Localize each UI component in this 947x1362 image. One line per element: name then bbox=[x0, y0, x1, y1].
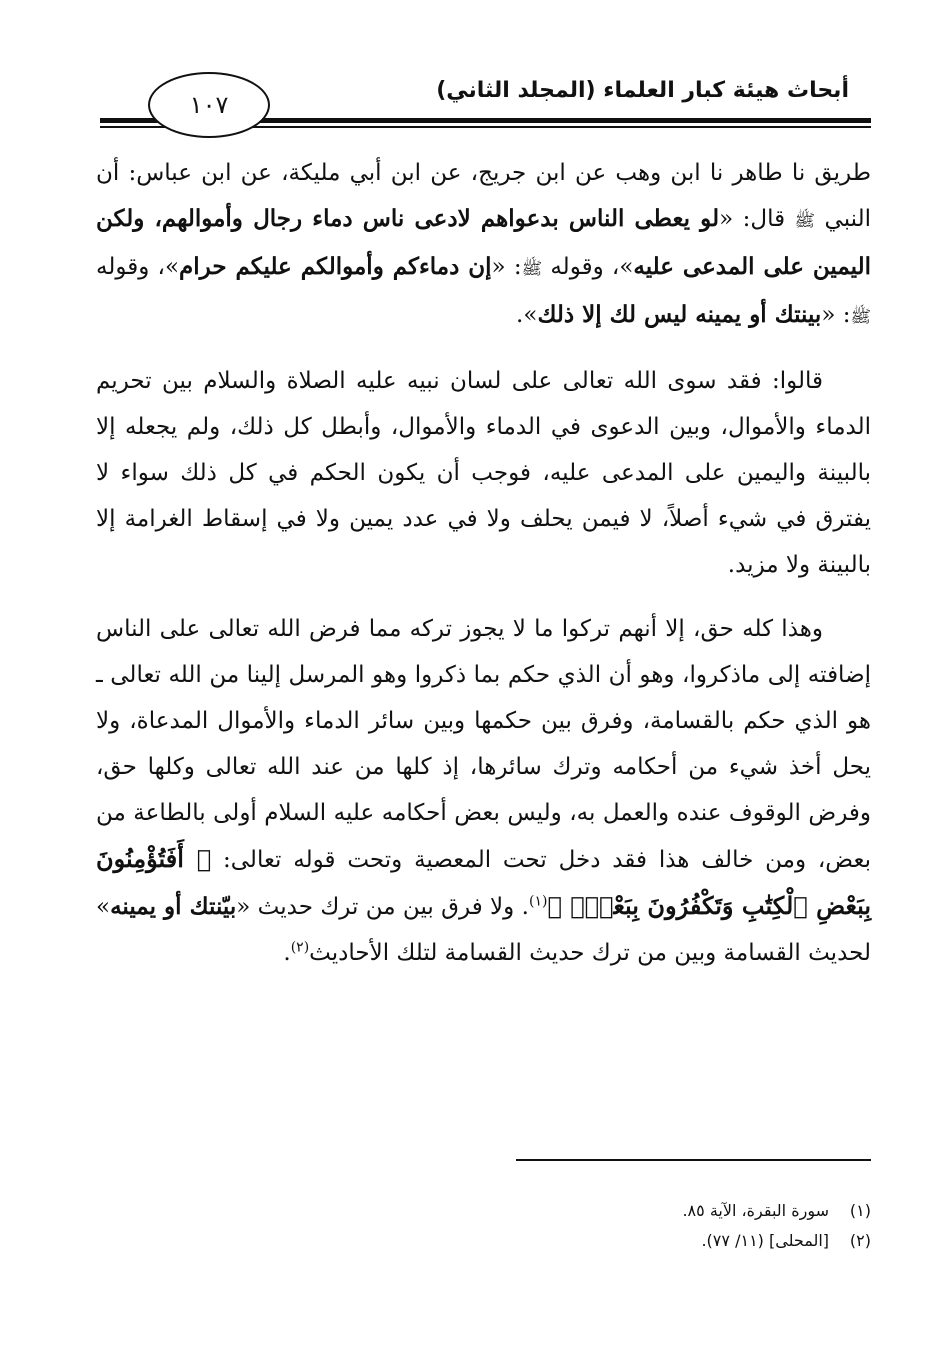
text-segment: . bbox=[283, 940, 291, 966]
footnote-separator bbox=[516, 1159, 871, 1161]
quran-verse: ﴿ أَفَتُؤْمِنُونَ بِبَعْضِ ٱلْكِتَٰبِ وَتَكْفُرُونَ بِبَعْضٍۚ ﴾ bbox=[96, 844, 872, 920]
hadith-quote: بيّنتك أو يمينه bbox=[110, 893, 237, 920]
page-number: ١٠٧ bbox=[148, 72, 270, 138]
footnote-number: (٢) bbox=[849, 1231, 871, 1250]
text-segment: »، وقوله bbox=[96, 254, 180, 280]
salutation-glyph: ﷺ bbox=[794, 211, 816, 231]
text-segment: »، وقوله bbox=[542, 254, 634, 280]
text-segment: . ولا فرق بين من ترك حديث « bbox=[236, 894, 529, 920]
footnote-text: سورة البقرة، الآية ٨٥. bbox=[682, 1201, 829, 1220]
text-segment: : « bbox=[821, 302, 851, 328]
text-segment: وهذا كله حق، إلا أنهم تركوا ما لا يجوز تركه مما فرض الله تعالى على الناس إضافته إلى ماذكروا، وهو أن الذي حكم بما ذكروا وهو المرسل إلينا من الله تعالى ـ هو الذي حكم بالقسامة، وفرق بين حكمها وبين سائر الدماء والأموال المدعاة، ولا يحل أخذ شيء من أحكامه وترك سائرها، إذ كلها من عند الله تعالى وكلها حق، وفرض الوقوف عنده والعمل به، وليس بعض أحكامه عليه السلام أولى بالطاعة من بعض، ومن خالف هذا فقد دخل تحت المعصية وتحت قوله تعالى: bbox=[96, 616, 871, 873]
text-segment: » لحديث القسامة وبين من ترك حديث القسامة لتلك الأحاديث bbox=[96, 894, 871, 966]
hadith-quote: لو يعطى الناس بدعواهم لادعى ناس دماء رجال وأموالهم، ولكن اليمين على المدعى عليه bbox=[96, 205, 871, 280]
salutation-glyph: ﷺ bbox=[521, 259, 543, 279]
footnote-number: (١) bbox=[849, 1201, 871, 1220]
paragraph-2: قالوا: فقد سوى الله تعالى على لسان نبيه عليه الصلاة والسلام بين تحريم الدماء والأموال، وبين الدعوى في الدماء والأموال، وأبطل كل ذلك، ولم يجعله إلا بالبينة واليمين على المدعى عليه، فوجب أن يكون الحكم في كل ذلك سواء لا يفترق في شيء أصلاً، لا فيمن يحلف ولا في عدد يمين ولا في إسقاط الغرامة إلا بالبينة ولا مزيد. bbox=[96, 368, 871, 578]
footnote-1 bbox=[96, 1196, 871, 1226]
footnote-ref-2: (٢) bbox=[290, 939, 310, 956]
text-segment: ». bbox=[516, 302, 538, 328]
hadith-quote: بينتك أو يمينه ليس لك إلا ذلك bbox=[537, 301, 822, 328]
text-segment: : « bbox=[491, 254, 522, 280]
footnote-text: [المحلى] (١١/ ٧٧). bbox=[701, 1231, 829, 1250]
running-header-title: أبحاث هيئة كبار العلماء (المجلد الثاني) bbox=[436, 78, 849, 103]
hadith-quote: إن دماءكم وأموالكم عليكم حرام bbox=[179, 253, 492, 280]
body-text bbox=[96, 150, 871, 976]
text-segment: قال: « bbox=[719, 206, 795, 232]
footnote-2 bbox=[96, 1226, 871, 1256]
text-segment: طريق نا طاهر نا ابن وهب عن ابن جريج، عن ابن أبي مليكة، عن ابن عباس: أن النبي bbox=[96, 160, 871, 232]
paragraph-3 bbox=[96, 606, 871, 976]
footnotes bbox=[96, 1196, 871, 1256]
salutation-glyph: ﷺ bbox=[850, 307, 871, 327]
paragraph-1 bbox=[96, 150, 871, 340]
footnote-ref-1: (١) bbox=[528, 893, 548, 910]
